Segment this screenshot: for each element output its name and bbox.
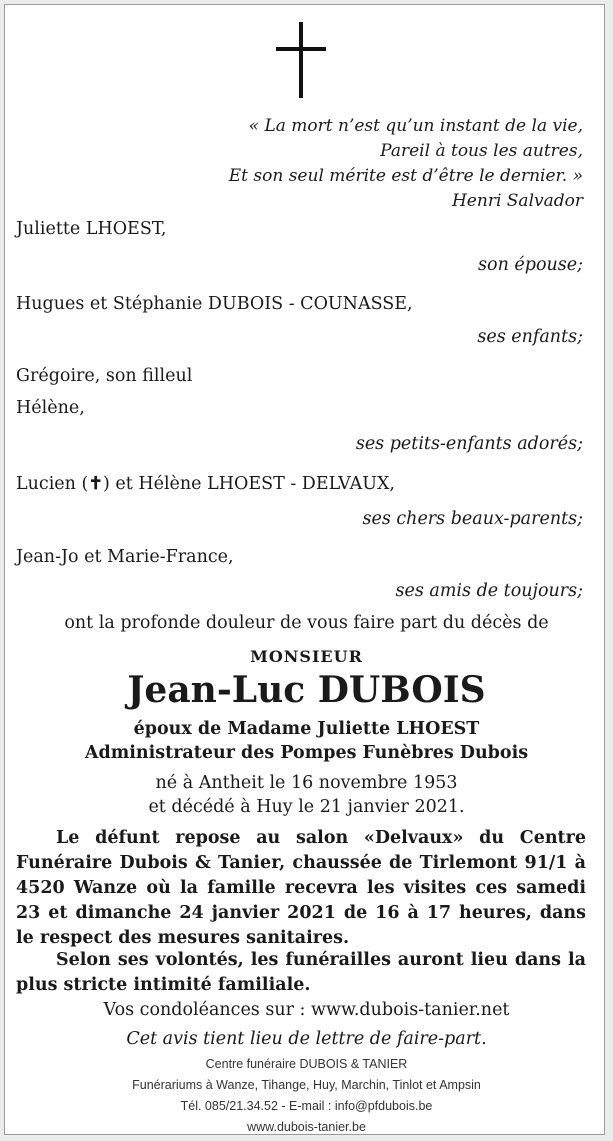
footer-website: www.dubois-tanier.be	[247, 1120, 366, 1134]
quote-author: Henri Salvador	[451, 191, 583, 211]
epigraph-quote	[229, 114, 583, 214]
deceased-cross-icon: ✝	[88, 474, 103, 494]
footer-company: Centre funéraire DUBOIS & TANIER	[205, 1057, 408, 1071]
deceased-title: MONSIEUR	[250, 647, 363, 666]
family-role-spouse: son épouse;	[478, 255, 583, 275]
visitation-paragraph	[16, 826, 586, 951]
family-names-friends: Jean-Jo et Marie-France,	[16, 547, 234, 567]
family-names-parents-in-law	[16, 474, 395, 494]
family-role-children: ses enfants;	[477, 327, 583, 347]
family-names-granddaughter: Hélène,	[16, 398, 85, 418]
deceased-function: Administrateur des Pompes Funèbres Dubois	[84, 743, 529, 763]
deceased-name: Jean-Luc DUBOIS	[127, 669, 486, 711]
family-names-spouse: Juliette LHOEST,	[16, 219, 167, 239]
birth-info: né à Antheit le 16 novembre 1953	[155, 773, 458, 793]
death-info: et décédé à Huy le 21 janvier 2021.	[148, 797, 465, 817]
family-role-parents-in-law: ses chers beaux-parents;	[362, 509, 583, 529]
footer-contact: Tél. 085/21.34.52 - E-mail : info@pfdubois.be	[180, 1099, 433, 1113]
funeral-paragraph	[16, 948, 586, 998]
family-role-friends: ses amis de toujours;	[395, 581, 583, 601]
footer-locations: Funérariums à Wanze, Tihange, Huy, Marchin, Tinlot et Ampsin	[132, 1078, 481, 1092]
quote-line: Et son seul mérite est d’être le dernier. »	[228, 166, 583, 186]
condolences-line: Vos condoléances sur : www.dubois-tanier.net	[103, 1000, 510, 1020]
family-names-children: Hugues et Stéphanie DUBOIS - COUNASSE,	[16, 294, 413, 314]
latin-cross-icon	[276, 22, 326, 98]
announcement-intro: ont la profonde douleur de vous faire part du décès de	[64, 613, 549, 633]
notice-line: Cet avis tient lieu de lettre de faire-part.	[126, 1029, 487, 1049]
funeral-text: Selon ses volontés, les funérailles auront lieu dans la plus stricte intimité familiale.	[16, 950, 586, 995]
quote-line: « La mort n’est qu’un instant de la vie,	[248, 116, 583, 136]
quote-line: Pareil à tous les autres,	[380, 141, 583, 161]
visitation-text: Le défunt repose au salon «Delvaux» du Centre Funéraire Dubois & Tanier, chaussée de Tirlemont 91/1 à 4520 Wanze où la famille recevra les visites ces samedi 23 et dimanche 24 janvier 2021 de 16 à 17 heures, dans le respect des mesures sanitaires.	[16, 828, 586, 948]
parents-in-law-text-start: Lucien (	[16, 474, 89, 494]
parents-in-law-text-end: ) et Hélène LHOEST - DELVAUX,	[102, 474, 395, 494]
family-names-godson: Grégoire, son filleul	[16, 366, 193, 386]
funeral-home-footer	[0, 1054, 613, 1138]
deceased-spouse: époux de Madame Juliette LHOEST	[133, 719, 480, 739]
family-role-grandchildren: ses petits-enfants adorés;	[355, 434, 583, 454]
